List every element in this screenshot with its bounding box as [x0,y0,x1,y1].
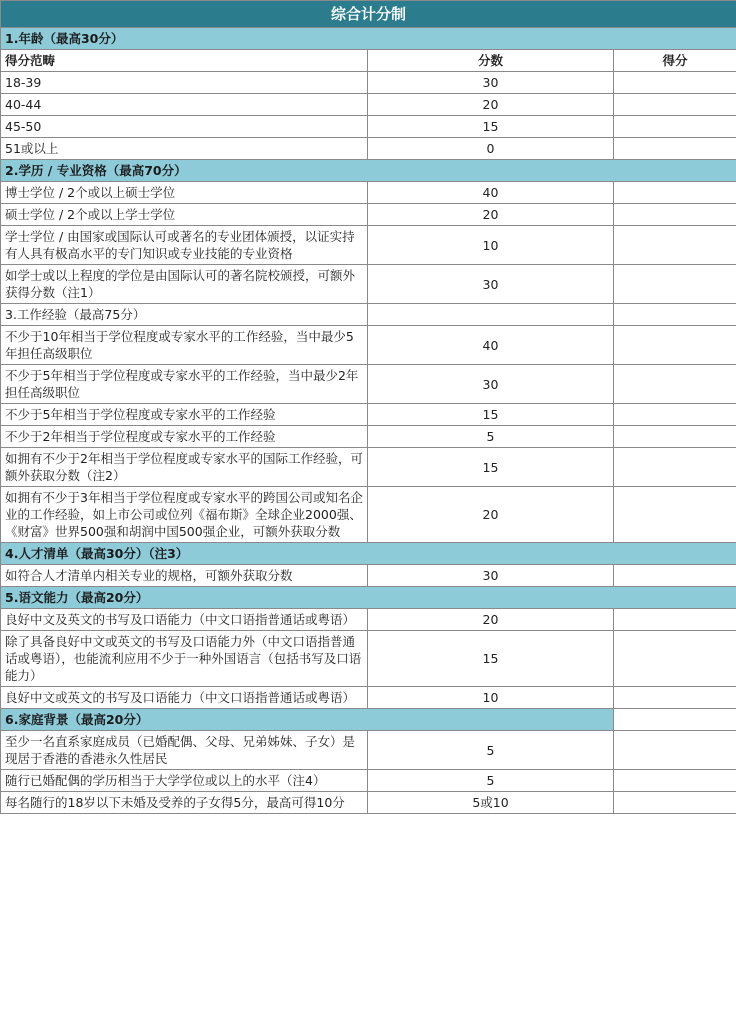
criterion-cell: 良好中文或英文的书写及口语能力（中文口语指普通话或粤语） [1,687,368,709]
table-row [1,731,736,770]
criterion-cell: 如学士或以上程度的学位是由国际认可的著名院校颁授，可额外获得分数（注1） [1,265,368,304]
points-cell: 30 [368,365,614,404]
criterion-cell: 随行已婚配偶的学历相当于大学学位或以上的水平（注4） [1,770,368,792]
points-cell: 20 [368,487,614,543]
score-cell[interactable] [614,565,736,587]
section-heading: 6.家庭背景（最高20分） [1,709,614,731]
section-heading: 5.语文能力（最高20分） [1,587,736,609]
criterion-cell: 不少于5年相当于学位程度或专家水平的工作经验 [1,404,368,426]
points-cell: 40 [368,182,614,204]
score-cell[interactable] [614,94,736,116]
criterion-cell: 51或以上 [1,138,368,160]
table-row [1,426,736,448]
criterion-cell: 每名随行的18岁以下未婚及受养的子女得5分，最高可得10分 [1,792,368,814]
table-row [1,631,736,687]
table-row [1,609,736,631]
points-cell: 20 [368,609,614,631]
section-header-row [1,304,736,326]
criterion-cell: 硕士学位 / 2个或以上学士学位 [1,204,368,226]
title-row [1,1,736,28]
points-cell: 5 [368,731,614,770]
table-row [1,487,736,543]
section-heading: 4.人才清单（最高30分）（注3） [1,543,736,565]
table-row [1,182,736,204]
score-cell[interactable] [614,116,736,138]
section-header-row [1,28,736,50]
points-cell: 10 [368,226,614,265]
section-header-row [1,587,736,609]
points-cell: 30 [368,265,614,304]
points-cell: 0 [368,138,614,160]
empty-cell [614,304,736,326]
points-cell: 20 [368,94,614,116]
section-header-row [1,709,736,731]
score-cell[interactable] [614,138,736,160]
column-header-range: 得分范畴 [1,50,368,72]
table-row [1,687,736,709]
points-cell: 5 [368,770,614,792]
criterion-cell: 40-44 [1,94,368,116]
table-row [1,226,736,265]
score-cell[interactable] [614,204,736,226]
table-row [1,72,736,94]
criterion-cell: 博士学位 / 2个或以上硕士学位 [1,182,368,204]
criterion-cell: 18-39 [1,72,368,94]
score-cell[interactable] [614,631,736,687]
score-cell[interactable] [614,226,736,265]
table-row [1,365,736,404]
score-cell[interactable] [614,609,736,631]
score-cell[interactable] [614,326,736,365]
points-cell: 5 [368,426,614,448]
points-cell: 30 [368,72,614,94]
score-cell[interactable] [614,72,736,94]
points-cell: 30 [368,565,614,587]
criterion-cell: 如符合人才清单内相关专业的规格，可额外获取分数 [1,565,368,587]
score-cell[interactable] [614,365,736,404]
table-row [1,138,736,160]
criterion-cell: 良好中文及英文的书写及口语能力（中文口语指普通话或粤语） [1,609,368,631]
criterion-cell: 除了具备良好中文或英文的书写及口语能力外（中文口语指普通话或粤语），也能流利应用不少于一种外国语言（包括书写及口语能力） [1,631,368,687]
criterion-cell: 如拥有不少于2年相当于学位程度或专家水平的国际工作经验，可额外获取分数（注2） [1,448,368,487]
points-cell: 10 [368,687,614,709]
table-row [1,326,736,365]
score-cell[interactable] [614,487,736,543]
score-cell[interactable] [614,770,736,792]
score-cell[interactable] [614,404,736,426]
criterion-cell: 45-50 [1,116,368,138]
column-header-points: 分数 [368,50,614,72]
criterion-cell: 如拥有不少于3年相当于学位程度或专家水平的跨国公司或知名企业的工作经验，如上市公司或位列《福布斯》全球企业2000强、《财富》世界500强和胡润中国500强企业，可额外获取分数 [1,487,368,543]
score-cell[interactable] [614,182,736,204]
criterion-cell: 不少于10年相当于学位程度或专家水平的工作经验，当中最少5年担任高级职位 [1,326,368,365]
criterion-cell: 至少一名直系家庭成员（已婚配偶、父母、兄弟姊妹、子女）是现居于香港的香港永久性居民 [1,731,368,770]
score-cell[interactable] [614,448,736,487]
column-header-row [1,50,736,72]
score-cell[interactable] [614,731,736,770]
table-row [1,448,736,487]
points-cell: 15 [368,631,614,687]
table-row [1,770,736,792]
column-header-score: 得分 [614,50,736,72]
empty-cell [614,709,736,731]
criterion-cell: 不少于2年相当于学位程度或专家水平的工作经验 [1,426,368,448]
points-cell: 20 [368,204,614,226]
section-header-row [1,543,736,565]
section-heading: 1.年龄（最高30分） [1,28,736,50]
table-title: 综合计分制 [1,1,736,28]
points-cell: 15 [368,448,614,487]
score-cell[interactable] [614,792,736,814]
section-heading: 3.工作经验（最高75分） [1,304,368,326]
points-cell: 15 [368,404,614,426]
table-row [1,404,736,426]
table-row [1,565,736,587]
table-row [1,792,736,814]
table-row [1,265,736,304]
table-row [1,116,736,138]
points-cell: 40 [368,326,614,365]
section-heading: 2.学历 / 专业资格（最高70分） [1,160,736,182]
score-cell[interactable] [614,265,736,304]
section-header-row [1,160,736,182]
score-cell[interactable] [614,426,736,448]
criterion-cell: 学士学位 / 由国家或国际认可或著名的专业团体颁授，以证实持有人具有极高水平的专门知识或专业技能的专业资格 [1,226,368,265]
table-row [1,94,736,116]
criterion-cell: 不少于5年相当于学位程度或专家水平的工作经验，当中最少2年担任高级职位 [1,365,368,404]
empty-cell [368,304,614,326]
score-cell[interactable] [614,687,736,709]
points-cell: 15 [368,116,614,138]
points-cell: 5或10 [368,792,614,814]
table-row [1,204,736,226]
